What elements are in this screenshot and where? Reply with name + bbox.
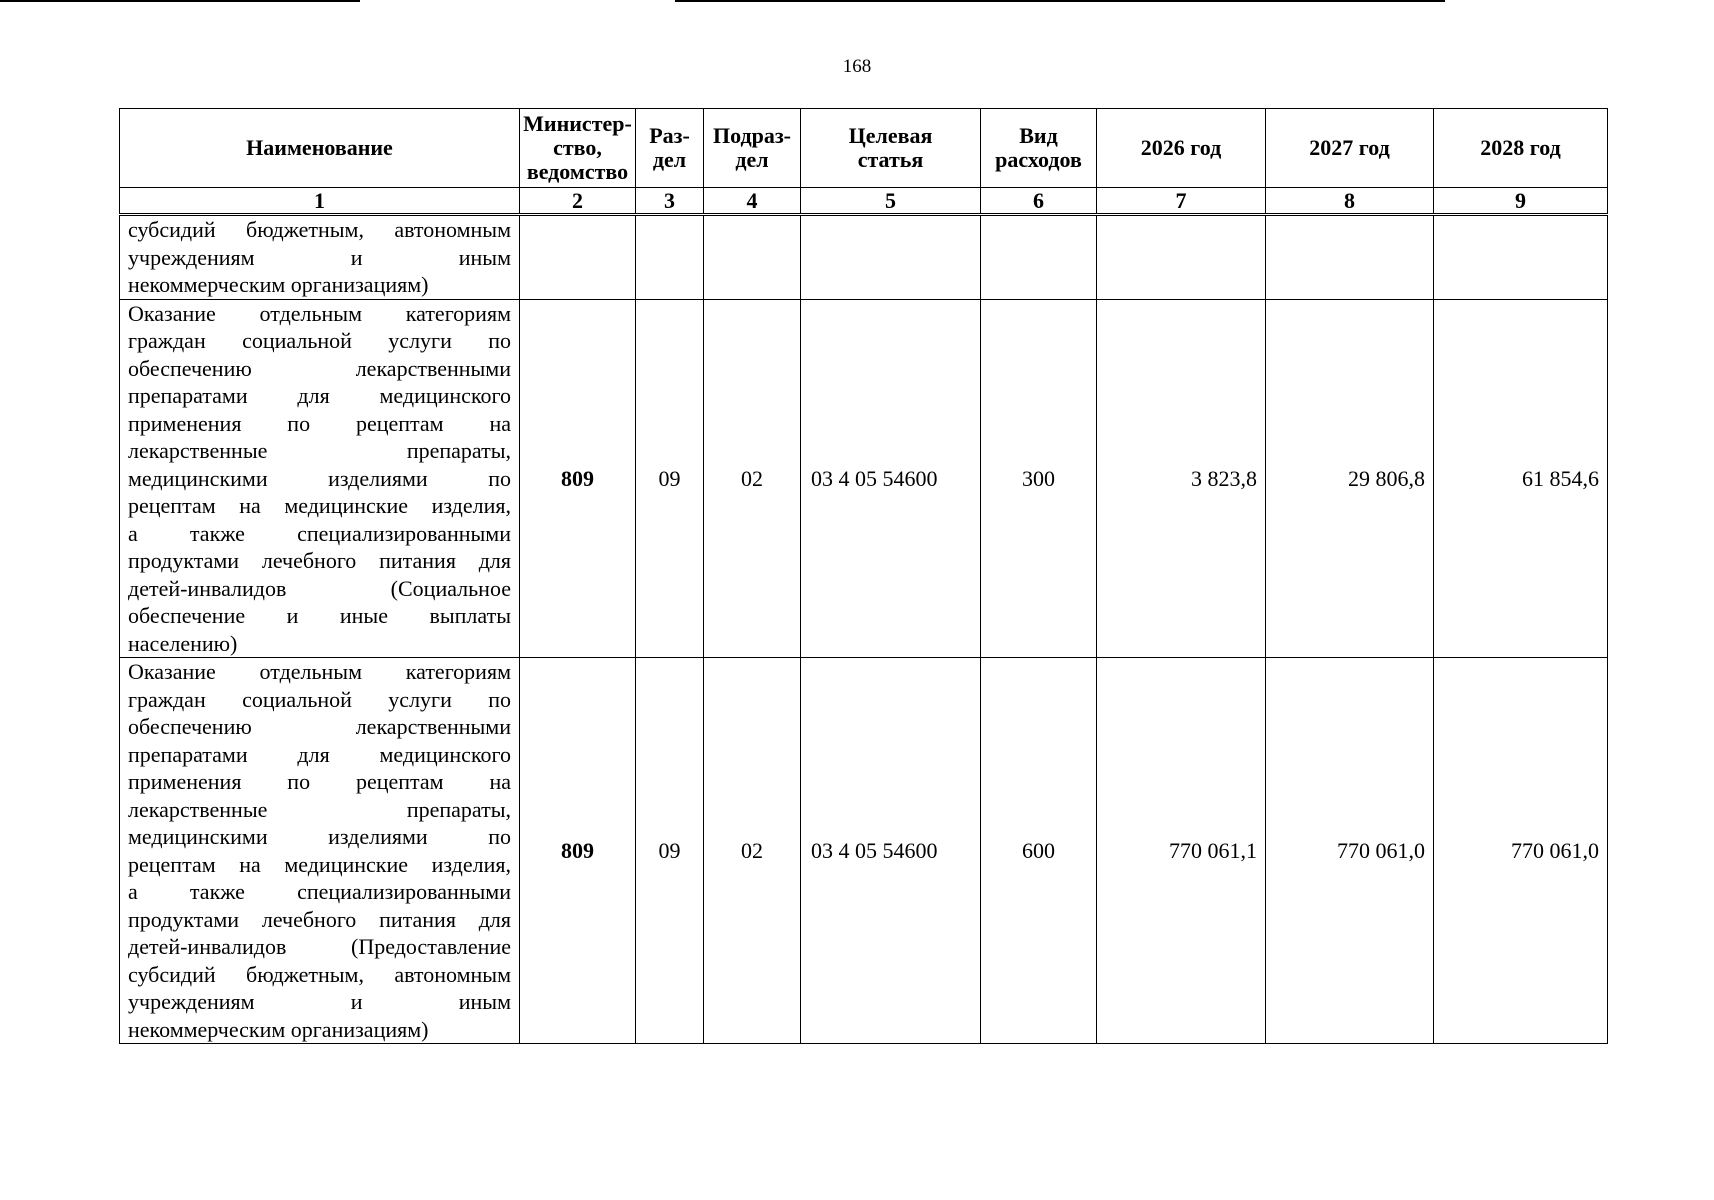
- header-name: Наименование: [120, 109, 520, 188]
- amount-2027-cell: [1266, 215, 1434, 300]
- scan-top-line-right: [675, 0, 1445, 2]
- table-row: [120, 299, 1608, 658]
- page-number: 168: [842, 56, 872, 77]
- column-number: 9: [1434, 188, 1608, 215]
- row-name-cell: Оказание отдельным категориям граждан социальной услуги по обеспечению лекарственными препаратами для медицинского применения по рецептам на лекарственные препараты, медицинскими изделиями по рецептам на медицинские изделия, а также специализированными продуктами лечебного питания для детей-инвалидов (Предоставление субсидий бюджетным, автономным учреждениям и иным некоммерческим организациям): [120, 658, 520, 1044]
- column-number: 8: [1266, 188, 1434, 215]
- expense-type-cell: 600: [981, 658, 1097, 1044]
- column-number: 3: [636, 188, 704, 215]
- target-article-cell: [801, 215, 981, 300]
- header-subsection: Подраз- дел: [704, 109, 801, 188]
- scan-top-line-left: [0, 0, 360, 2]
- table-row: [120, 215, 1608, 300]
- table-row: [120, 658, 1608, 1044]
- section-cell: 09: [636, 658, 704, 1044]
- expense-type-cell: [981, 215, 1097, 300]
- column-number-row: [120, 188, 1608, 215]
- target-article-cell: 03 4 05 54600: [801, 658, 981, 1044]
- header-expense-type: Вид расходов: [981, 109, 1097, 188]
- header-2026: 2026 год: [1097, 109, 1266, 188]
- amount-2026-cell: 770 061,1: [1097, 658, 1266, 1044]
- amount-2028-cell: 770 061,0: [1434, 658, 1608, 1044]
- section-cell: [636, 215, 704, 300]
- row-name-cell: Оказание отдельным категориям граждан социальной услуги по обеспечению лекарственными препаратами для медицинского применения по рецептам на лекарственные препараты, медицинскими изделиями по рецептам на медицинские изделия, а также специализированными продуктами лечебного питания для детей-инвалидов (Социальное обеспечение и иные выплаты населению): [120, 299, 520, 658]
- amount-2028-cell: 61 854,6: [1434, 299, 1608, 658]
- column-number: 1: [120, 188, 520, 215]
- row-name-cell: субсидий бюджетным, автономным учреждениям и иным некоммерческим организациям): [120, 215, 520, 300]
- amount-2026-cell: [1097, 215, 1266, 300]
- amount-2027-cell: 29 806,8: [1266, 299, 1434, 658]
- subsection-cell: 02: [704, 658, 801, 1044]
- expense-type-cell: 300: [981, 299, 1097, 658]
- ministry-cell: 809: [520, 658, 636, 1044]
- column-number: 7: [1097, 188, 1266, 215]
- column-number: 5: [801, 188, 981, 215]
- header-2028: 2028 год: [1434, 109, 1608, 188]
- amount-2027-cell: 770 061,0: [1266, 658, 1434, 1044]
- subsection-cell: [704, 215, 801, 300]
- header-2027: 2027 год: [1266, 109, 1434, 188]
- section-cell: 09: [636, 299, 704, 658]
- ministry-cell: 809: [520, 299, 636, 658]
- target-article-cell: 03 4 05 54600: [801, 299, 981, 658]
- header-section: Раз- дел: [636, 109, 704, 188]
- header-ministry: Министер- ство, ведомство: [520, 109, 636, 188]
- ministry-cell: [520, 215, 636, 300]
- column-number: 4: [704, 188, 801, 215]
- column-number: 2: [520, 188, 636, 215]
- header-target-article: Целевая статья: [801, 109, 981, 188]
- budget-table: [119, 108, 1608, 1044]
- amount-2026-cell: 3 823,8: [1097, 299, 1266, 658]
- column-number: 6: [981, 188, 1097, 215]
- amount-2028-cell: [1434, 215, 1608, 300]
- subsection-cell: 02: [704, 299, 801, 658]
- header-row: [120, 109, 1608, 188]
